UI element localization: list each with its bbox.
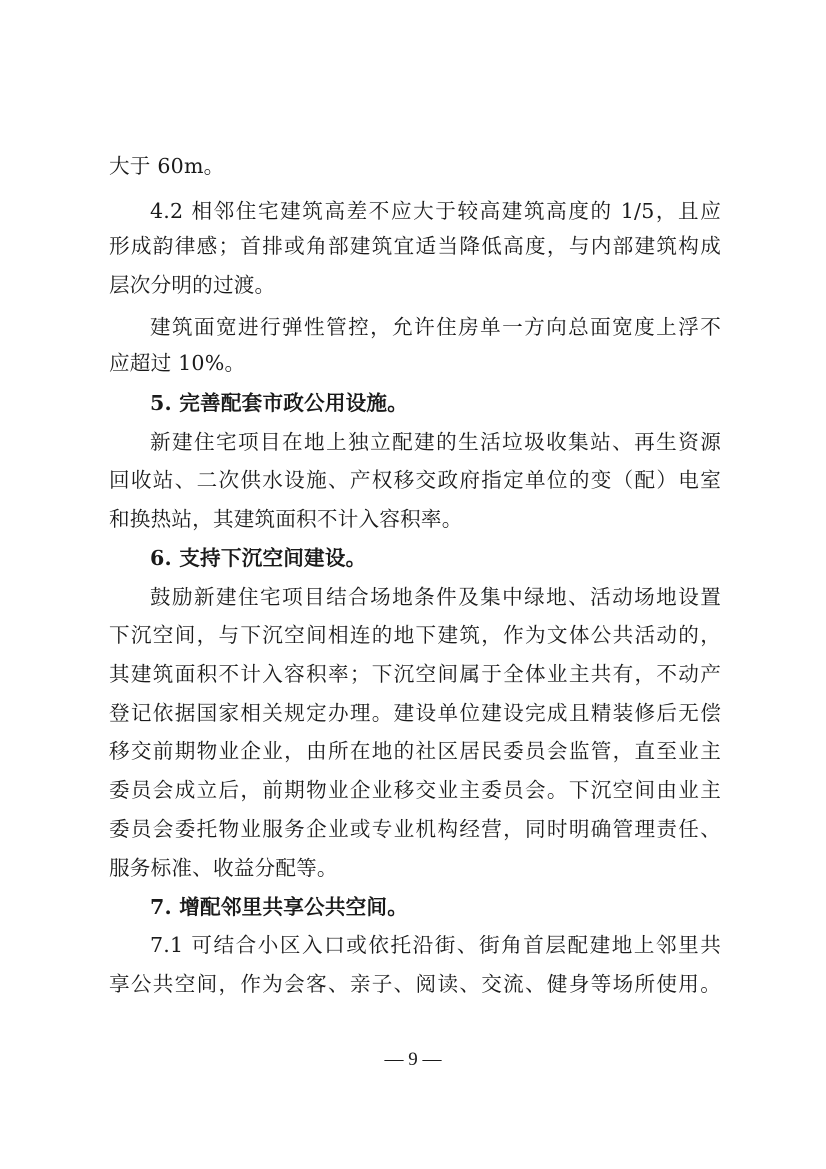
body-text-line: 下沉空间，与下沉空间相连的地下建筑，作为文体公共活动的， [109, 623, 721, 647]
body-text-line: 建筑面宽进行弹性管控，允许住房单一方向总面宽度上浮不 [150, 315, 721, 339]
body-text-line: 享公共空间，作为会客、亲子、阅读、交流、健身等场所使用。 [109, 972, 721, 996]
body-text-line: 登记依据国家相关规定办理。建设单位建设完成且精装修后无偿 [109, 701, 721, 725]
body-text-line: 层次分明的过渡。 [109, 273, 276, 297]
section-heading-6: 6. 支持下沉空间建设。 [150, 546, 367, 570]
body-text-line: 应超过 10%。 [109, 351, 246, 375]
section-heading-5: 5. 完善配套市政公用设施。 [150, 391, 408, 415]
body-text-line: 服务标准、收益分配等。 [109, 856, 338, 880]
page-number: — 9 — [384, 1049, 442, 1070]
body-text-line: 形成韵律感；首排或角部建筑宜适当降低高度，与内部建筑构成 [109, 234, 721, 258]
body-text-line: 鼓励新建住宅项目结合场地条件及集中绿地、活动场地设置 [150, 585, 721, 609]
body-text-line: 4.2 相邻住宅建筑高差不应大于较高建筑高度的 1/5，且应 [150, 199, 721, 223]
body-text-line: 移交前期物业企业，由所在地的社区居民委员会监管，直至业主 [109, 739, 721, 763]
body-text-line: 委员会委托物业服务企业或专业机构经营，同时明确管理责任、 [109, 817, 721, 841]
body-text-line: 回收站、二次供水设施、产权移交政府指定单位的变（配）电室 [109, 468, 721, 492]
body-text-line: 新建住宅项目在地上独立配建的生活垃圾收集站、再生资源 [150, 430, 721, 454]
body-text-line: 7.1 可结合小区入口或依托沿街、街角首层配建地上邻里共 [150, 933, 721, 957]
body-text-line: 委员会成立后，前期物业企业移交业主委员会。下沉空间由业主 [109, 778, 721, 802]
body-text-line: 其建筑面积不计入容积率；下沉空间属于全体业主共有，不动产 [109, 662, 721, 686]
body-text-line: 大于 60m。 [109, 154, 225, 178]
section-heading-7: 7. 增配邻里共享公共空间。 [150, 895, 408, 919]
body-text-line: 和换热站，其建筑面积不计入容积率。 [109, 507, 463, 531]
